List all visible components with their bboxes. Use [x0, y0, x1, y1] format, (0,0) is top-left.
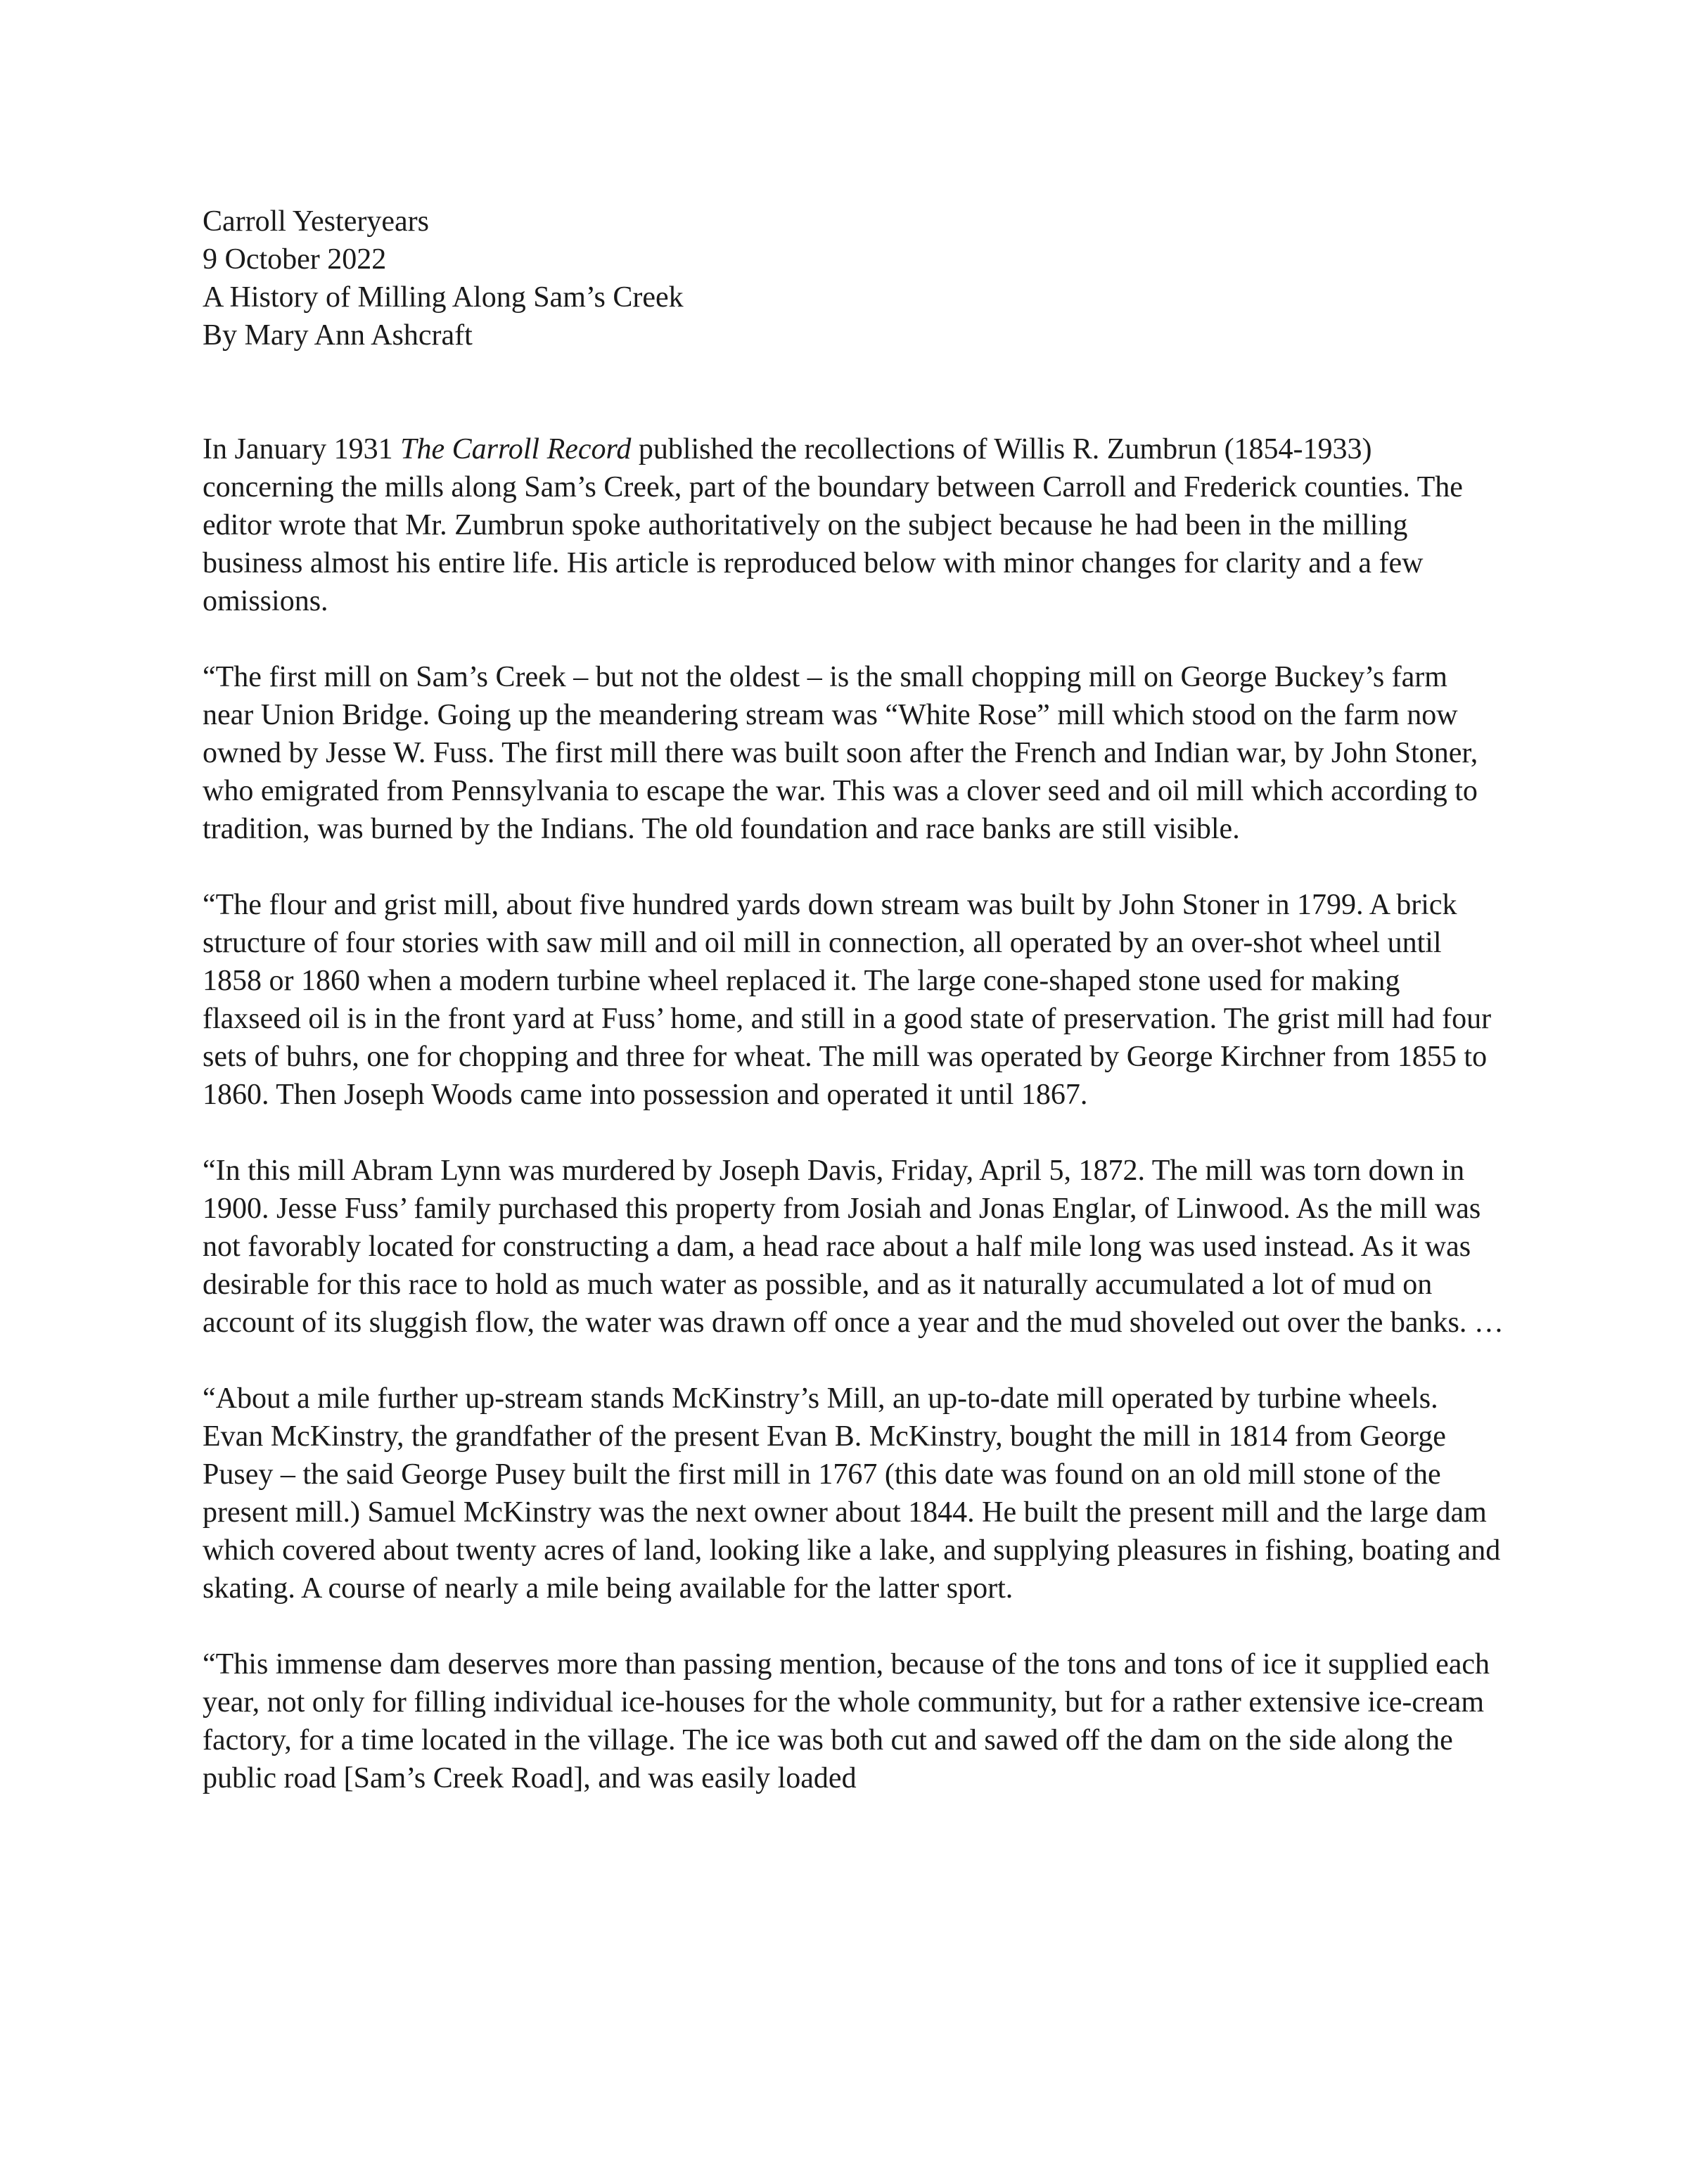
- intro-text-end: published the recollections of Willis R. Zumbrun (1854-1933) concerning the mills along Sam’s Creek, part of the boundary between Carroll and Frederick counties. The editor wrote that Mr. Zumbrun spoke authoritatively on the subject because he had been in the milling business almost his entire life. His article is reproduced below with minor changes for clarity and a few omissions.: [203, 433, 1463, 617]
- body-paragraph-1: “The first mill on Sam’s Creek – but not the oldest – is the small chopping mill on George Buckey’s farm near Union Bridge. Going up the meandering stream was “White Rose” mill which stood on the farm now owned by Jesse W. Fuss. The first mill there was built soon after the French and Indian war, by John Stoner, who emigrated from Pennsylvania to escape the war. This was a clover seed and oil mill which according to tradition, was burned by the Indians. The old foundation and race banks are still visible.: [203, 661, 1478, 845]
- document-page: [203, 203, 1504, 1797]
- body-paragraph-2: “The flour and grist mill, about five hundred yards down stream was built by John Stoner in 1799. A brick structure of four stories with saw mill and oil mill in connection, all operated by an over-shot wheel until 1858 or 1860 when a modern turbine wheel replaced it. The large cone-shaped stone used for making flaxseed oil is in the front yard at Fuss’ home, and still in a good state of preservation. The grist mill had four sets of buhrs, one for chopping and three for wheat. The mill was operated by George Kirchner from 1855 to 1860. Then Joseph Woods came into possession and operated it until 1867.: [203, 889, 1492, 1111]
- article-title: A History of Milling Along Sam’s Creek: [203, 281, 684, 314]
- byline: By Mary Ann Ashcraft: [203, 319, 473, 352]
- newspaper-title: The Carroll Record: [400, 433, 632, 465]
- publication-date: 9 October 2022: [203, 243, 387, 276]
- column-name: Carroll Yesteryears: [203, 205, 429, 238]
- intro-paragraph: [203, 430, 1504, 620]
- intro-text-start: In January 1931: [203, 433, 401, 465]
- document-header: [203, 203, 1504, 354]
- body-paragraph-3: “In this mill Abram Lynn was murdered by Joseph Davis, Friday, April 5, 1872. The mill was torn down in 1900. Jesse Fuss’ family purchased this property from Josiah and Jonas Englar, of Linwood. As the mill was not favorably located for constructing a dam, a head race about a half mile long was used instead. As it was desirable for this race to hold as much water as possible, and as it naturally accumulated a lot of mud on account of its sluggish flow, the water was drawn off once a year and the mud shoveled out over the banks. …: [203, 1155, 1504, 1339]
- body-paragraph-5: “This immense dam deserves more than passing mention, because of the tons and tons of ice it supplied each year, not only for filling individual ice-houses for the whole community, but for a rather extensive ice-cream factory, for a time located in the village. The ice was both cut and sawed off the dam on the side along the public road [Sam’s Creek Road], and was easily loaded: [203, 1648, 1490, 1794]
- body-paragraph-4: “About a mile further up-stream stands McKinstry’s Mill, an up-to-date mill operated by turbine wheels. Evan McKinstry, the grandfather of the present Evan B. McKinstry, bought the mill in 1814 from George Pusey – the said George Pusey built the first mill in 1767 (this date was found on an old mill stone of the present mill.) Samuel McKinstry was the next owner about 1844. He built the present mill and the large dam which covered about twenty acres of land, looking like a lake, and supplying pleasures in fishing, boating and skating. A course of nearly a mile being available for the latter sport.: [203, 1382, 1501, 1605]
